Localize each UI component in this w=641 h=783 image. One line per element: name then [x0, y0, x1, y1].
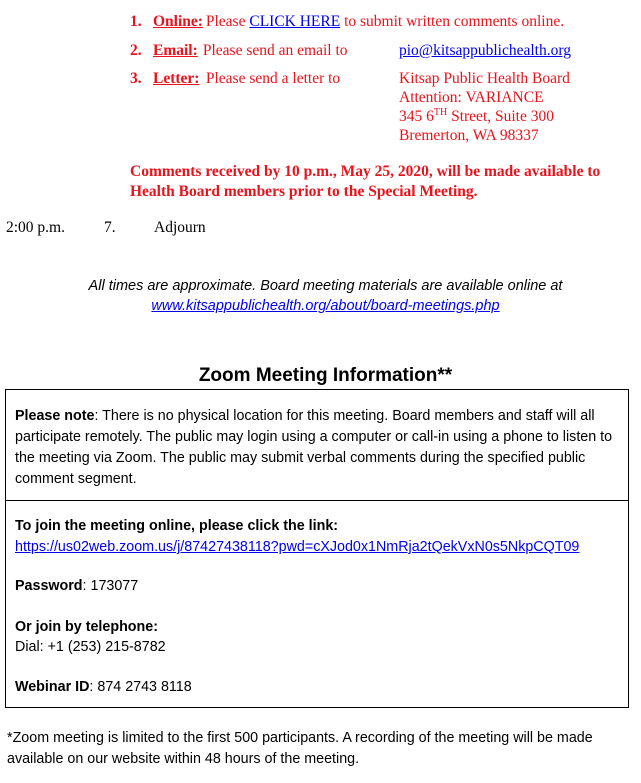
- webinar-id-line: Webinar ID: 874 2743 8118: [15, 679, 192, 695]
- materials-url-line: [0, 296, 641, 317]
- materials-note: All times are approximate. Board meeting materials are available online at: [88, 278, 563, 294]
- option-label: Online:: [153, 13, 203, 30]
- click-here-link[interactable]: CLICK HERE: [249, 13, 341, 30]
- join-label: To join the meeting online, please click the link:: [15, 518, 339, 534]
- comment-option-email: [0, 41, 641, 60]
- address-line: 345 6TH Street, Suite 300: [399, 106, 554, 125]
- option-number: 1.: [130, 13, 142, 30]
- option-text: Please send a letter to: [202, 70, 341, 87]
- comment-deadline: Comments received by 10 p.m., May 25, 2020, will be made available to Health Board members prior to the Special Meeting.: [130, 163, 601, 200]
- password-line: Password: 173077: [15, 578, 139, 594]
- option-label: Email:: [153, 42, 198, 59]
- address-line: Bremerton, WA 98337: [399, 127, 539, 144]
- box-divider: [6, 500, 628, 501]
- board-meetings-link[interactable]: www.kitsappublichealth.org/about/board-meetings.php: [151, 298, 500, 314]
- participant-limit-footnote: *Zoom meeting is limited to the first 500 participants. A recording of the meeting will be made available on our website within 48 hours of the meeting.: [7, 730, 593, 767]
- option-number: 2.: [130, 42, 142, 59]
- comment-option-online: [0, 12, 641, 31]
- agenda-number: 7.: [104, 219, 116, 236]
- option-number: 3.: [130, 70, 142, 87]
- option-text: Please CLICK HERE to submit written comments online.: [202, 13, 565, 30]
- phone-dial: Dial: +1 (253) 215-8782: [15, 639, 166, 655]
- option-text: Please send an email to: [199, 42, 348, 59]
- option-label: Letter:: [153, 70, 200, 87]
- join-url-line: [15, 537, 619, 558]
- please-note-paragraph: Please note: There is no physical location for this meeting. Board members and staff will all participate remotely. The public may login using a computer or call-in using a phone to listen to the meeting via Zoom. The public may submit verbal comments during the specified public comment segment.: [15, 408, 613, 487]
- address-line: Attention: VARIANCE: [399, 89, 544, 106]
- zoom-title: Zoom Meeting Information**: [198, 365, 453, 386]
- email-link[interactable]: pio@kitsappublichealth.org: [399, 42, 571, 59]
- agenda-item: Adjourn: [154, 219, 206, 236]
- phone-label: Or join by telephone:: [15, 619, 158, 635]
- zoom-meeting-link[interactable]: https://us02web.zoom.us/j/87427438118?pwd=cXJod0x1NmRja2tQekVxN0s5NkpCQT09: [15, 539, 580, 555]
- address-line: Kitsap Public Health Board: [399, 70, 570, 87]
- zoom-info-box: [5, 389, 629, 708]
- agenda-time: 2:00 p.m.: [6, 219, 65, 236]
